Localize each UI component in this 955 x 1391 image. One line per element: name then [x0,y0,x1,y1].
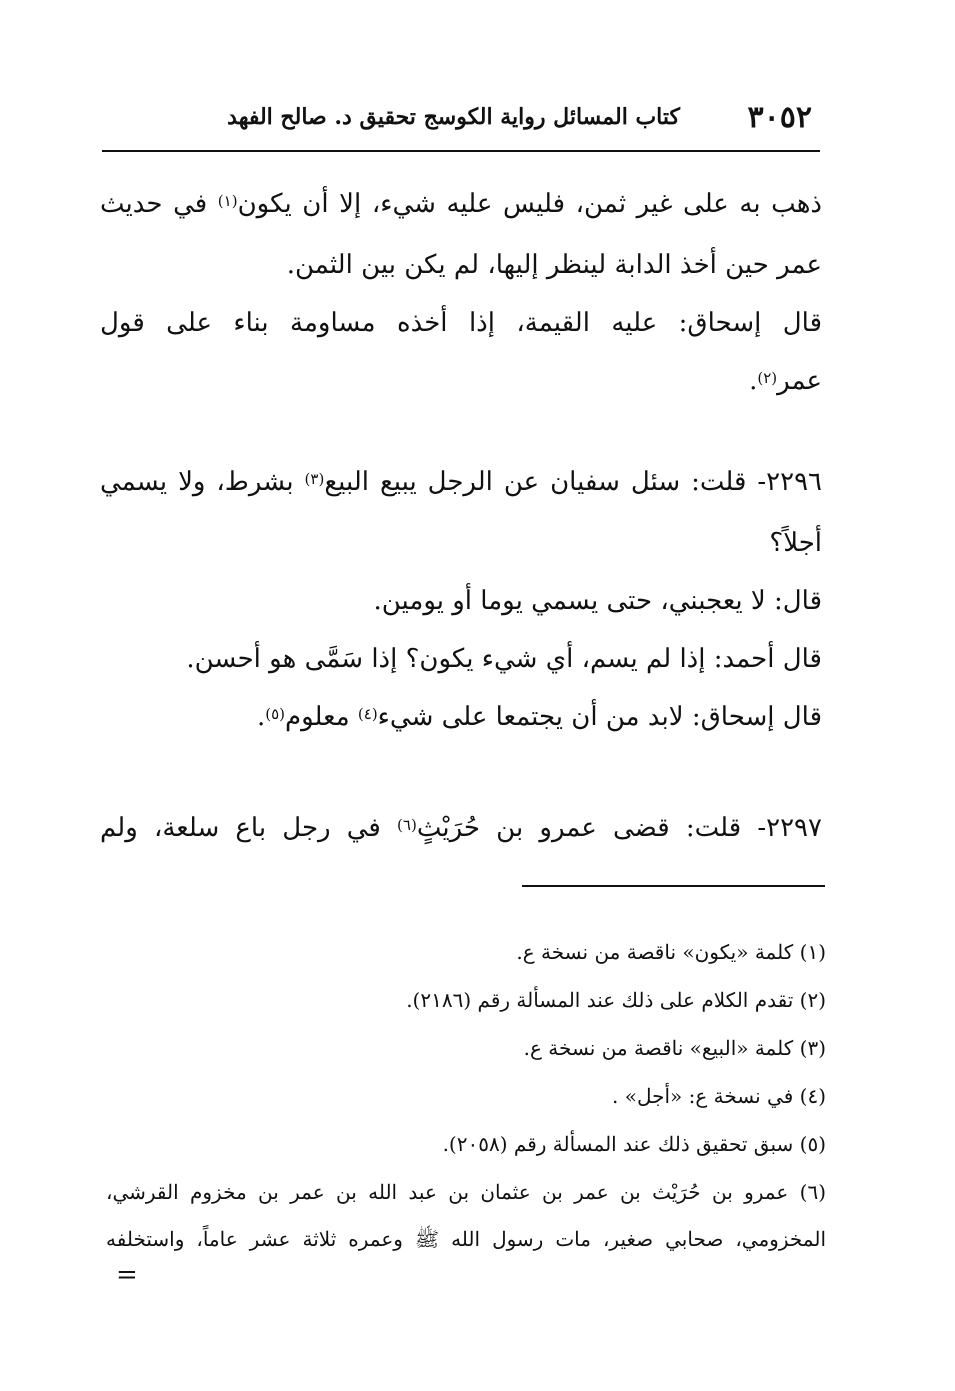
text-line: ٢٢٩٧- قلت: قضى عمرو بن حُرَيْثٍ$^{(٦)}$ في رجل باع سلعة، ولم [100,813,822,843]
text-line: قال أحمد: إذا لم يسم، أي شيء يكون؟ إذا سَمَّى هو أحسن. [186,644,822,674]
footnotes [106,928,826,1262]
footnote-ref: (٦) [397,816,417,834]
text-line: ذهب به على غير ثمن، فليس عليه شيء، إلا أن يكون$^{(١)}$ في حديث [100,189,823,219]
text-line: قال إسحاق: عليه القيمة، إذا أخذه مساومة بناء على قول [100,308,822,338]
footnote-ref: (٢) [757,369,778,387]
footnote-ref: (٣) [304,470,325,488]
issue-2297 [100,799,822,860]
text-line: عمر حين أخذ الدابة لينظر إليها، لم يكن بين الثمن. [286,250,822,280]
footnote-ref: (٤) [357,705,378,723]
text-line: عمر$^{(٢)}$. [749,366,822,396]
page-number: ٣٠٥٢ [747,100,812,135]
footnote-ref: (١) [217,192,238,210]
footnote-divider [522,885,825,887]
text-line: قال: لا يعجبني، حتى يسمي يوما أو يومين. [373,586,822,616]
footnote-ref: (٥) [265,705,286,723]
footnote-6: (٦) عمرو بن حُرَيْث بن عمر بن عثمان بن عبد الله بن عمر بن مخزوم القرشي، [106,1180,826,1204]
text-line: أجلاً؟ [769,528,822,558]
issue-2296 [100,453,822,749]
main-text [100,175,822,860]
text-line: قال إسحاق: لابد من أن يجتمعا على شيء$^{(٤)}$ معلوم$^{(٥)}$. [256,702,822,732]
text-line: ٢٢٩٦- قلت: سئل سفيان عن الرجل يبيع البيع$^{(٣)}$ بشرط، ولا يسمي [100,467,822,497]
footnote-4: (٤) في نسخة ع: «أجل» . [612,1084,826,1108]
book-title: كتاب المسائل رواية الكوسج تحقيق د. صالح الفهد [227,104,680,130]
footnote-3: (٣) كلمة «البيع» ناقصة من نسخة ع. [523,1036,826,1060]
footnote-6-continued: المخزومي، صحابي صغير، مات رسول الله ﷺ وعمره ثلاثة عشر عاماً، واستخلفه [106,1227,826,1251]
continuation-mark: = [116,1260,138,1290]
page-header [102,86,820,152]
footnote-5: (٥) سبق تحقيق ذلك عند المسألة رقم (٢٠٥٨). [442,1132,826,1156]
footnote-1: (١) كلمة «يكون» ناقصة من نسخة ع. [516,940,826,964]
footnote-2: (٢) تقدم الكلام على ذلك عند المسألة رقم (٢١٨٦). [406,988,826,1012]
